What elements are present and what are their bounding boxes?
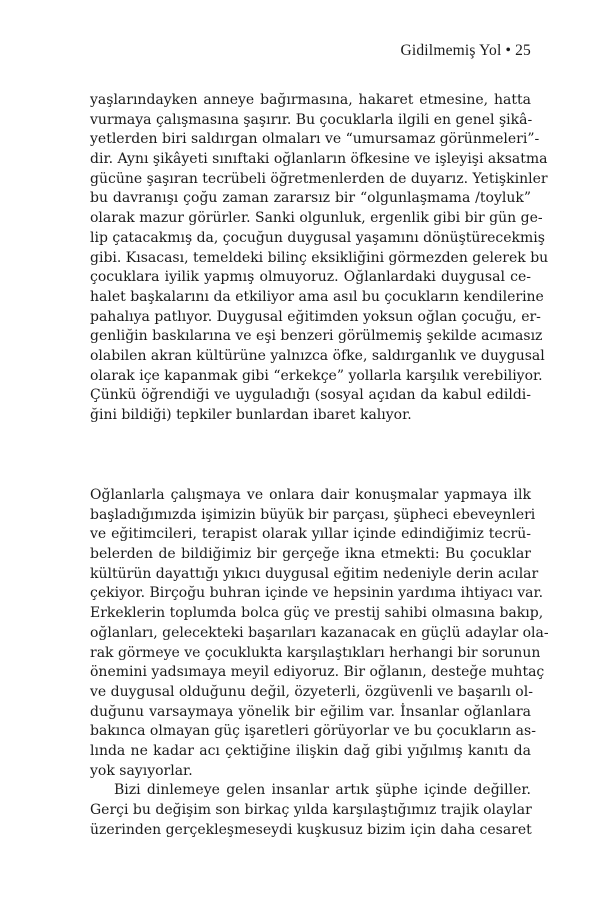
page-number: 25: [515, 42, 531, 59]
text-line: başladığımızda işimizin büyük bir parçası, şüpheci ebeveynleri: [90, 506, 536, 523]
text-line: bu davranışı çoğu zaman zararsız bir “olgunlaşmama /toyluk”: [90, 190, 531, 207]
text-line: çocuklara iyilik yapmış olmuyoruz. Oğlanlardaki duygusal ce-: [90, 269, 531, 286]
text-line: çekiyor. Birçoğu buhran içinde ve hepsinin yardıma ihtiyacı var.: [90, 585, 544, 602]
text-line: kültürün dayattığı yıkıcı duygusal eğitim nedeniyle derin acılar: [90, 565, 539, 582]
text-line: yetlerden biri saldırgan olmaları ve “umursamaz görünmeleri”-: [90, 131, 540, 148]
text-line: olabilen akran kültürüne yalnızca öfke, saldırganlık ve duygusal: [90, 347, 545, 364]
book-title: Gidilmemiş Yol: [400, 42, 502, 59]
text-line: vurmaya çalışmasına şaşırır. Bu çocuklarla ilgili en genel şikâ-: [90, 111, 533, 128]
paragraph: [90, 486, 549, 781]
text-line: ğini bildiği) tepkiler bunlardan ibaret kalıyor.: [90, 407, 412, 423]
text-line: lında ne kadar acı çektiğine ilişkin dağ gibi yığılmış kanıtı da: [90, 742, 531, 759]
text-line: Oğlanlarla çalışmaya ve onlara dair konuşmalar yapmaya ilk: [90, 487, 531, 503]
text-line: yaşlarındayken anneye bağırmasına, hakaret etmesine, hatta: [90, 92, 531, 108]
text-line: pahalıya patlıyor. Duygusal eğitimden yoksun oğlan çocuğu, er-: [90, 308, 541, 325]
text-line: önemini yadsımaya meyil ediyoruz. Bir oğlanın, desteğe muhtaç: [90, 664, 545, 681]
paragraph: [90, 781, 531, 840]
text-line: duğunu varsaymaya yönelik bir eğilim var. İnsanlar oğlanlara: [90, 703, 531, 720]
running-header: [400, 42, 531, 60]
text-line: gücüne şaşıran tecrübeli öğretmenlerden de duyarız. Yetişkinler: [90, 170, 548, 187]
text-line: olarak mazur görürler. Sanki olgunluk, ergenlik gibi bir gün ge-: [90, 210, 543, 227]
text-line: halet başkalarını da etkiliyor ama asıl bu çocukların kendilerine: [90, 288, 544, 305]
text-line: ve eğitimcileri, terapist olarak yıllar içinde edindiğimiz tecrü-: [90, 526, 531, 543]
text-block-second: [90, 486, 549, 840]
text-line: lip çatacakmış da, çocuğun duygusal yaşamını dönüştürecekmiş: [90, 229, 545, 246]
paragraph: [90, 91, 549, 426]
text-line: üzerinden gerçekleşmeseydi kuşkusuz bizim için daha cesaret: [90, 821, 532, 838]
text-line: oğlanları, gelecekteki başarıları kazanacak en güçlü adaylar ola-: [90, 624, 549, 641]
text-line: Bizi dinlemeye gelen insanlar artık şüphe içinde değiller.: [114, 782, 531, 799]
text-line: dir. Aynı şikâyeti sınıftaki oğlanların öfkesine ve işleyişi aksatma: [90, 151, 548, 168]
header-separator: •: [505, 42, 512, 59]
text-line: Erkeklerin toplumda bolca güç ve prestij sahibi olmasına bakıp,: [90, 605, 544, 622]
text-line: belerden de bildiğimiz bir gerçeğe ikna etmekti: Bu çocuklar: [90, 546, 531, 563]
text-line: Gerçi bu değişim son birkaç yılda karşılaştığımız trajik olaylar: [90, 802, 532, 818]
text-block-first: [90, 91, 549, 426]
text-line: rak görmeye ve çocuklukta karşılaştıkları herhangi bir sorunun: [90, 644, 541, 661]
text-line: genliğin baskılarına ve eşi benzeri görülmemiş şekilde acımasız: [90, 328, 543, 345]
text-line: yok sayıyorlar.: [90, 762, 193, 779]
text-line: ve duygusal olduğunu değil, özyeterli, özgüvenli ve başarılı ol-: [90, 683, 533, 700]
text-line: olarak içe kapanmak gibi “erkekçe” yollarla karşılık verebiliyor.: [90, 367, 543, 384]
text-line: bakınca olmayan güç işaretleri görüyorlar ve bu çocukların as-: [90, 723, 536, 740]
text-line: Çünkü öğrendiği ve uyguladığı (sosyal açıdan da kabul edildi-: [90, 387, 531, 404]
text-line: gibi. Kısacası, temeldeki bilinç eksikliğini görmezden gelerek bu: [90, 249, 549, 266]
